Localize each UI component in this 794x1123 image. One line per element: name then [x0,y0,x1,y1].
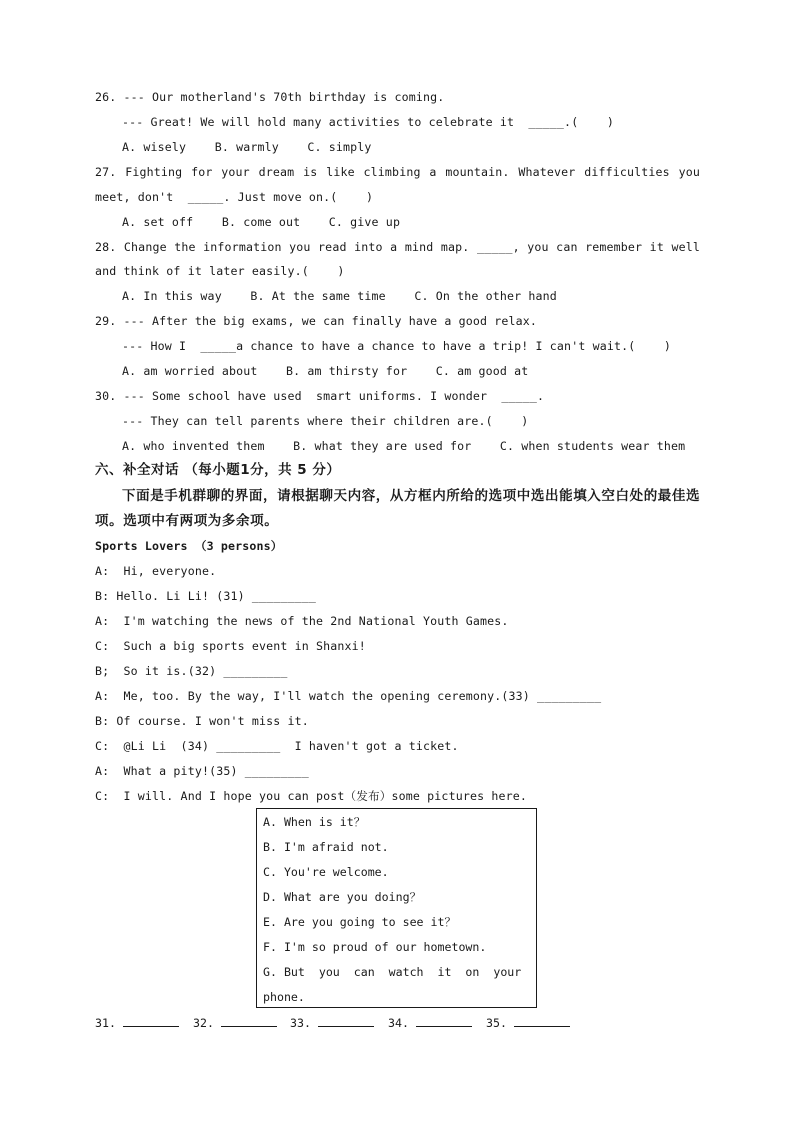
question-27-options: A. set off B. come out C. give up [122,215,401,229]
answer-label-34: 34. [388,1016,409,1030]
question-26-stem: 26. --- Our motherland's 70th birthday is coming. [95,90,445,104]
option-c: C. You're welcome. [263,865,389,879]
dialogue-line-1: A: Hi, everyone. [95,564,217,578]
question-28-stem-cont: and think of it later easily.( ) [95,264,345,278]
answer-slot-32[interactable] [193,1014,277,1032]
dialogue-line-8: C: @Li Li (34) _________ I haven't got a ticket. [95,739,459,753]
option-f: F. I'm so proud of our hometown. [263,940,487,954]
question-26-reply: --- Great! We will hold many activities to celebrate it _____.( ) [122,115,614,129]
dialogue-line-6: A: Me, too. By the way, I'll watch the opening ceremony.(33) _________ [95,689,602,703]
option-e: E. Are you going to see it？ [263,915,457,929]
section-title: 六、补全对话 [95,462,179,478]
option-g: G. But you can watch it on your [263,965,522,979]
section-instruction-line2: 项。选项中有两项为多余项。 [95,513,279,529]
answer-label-33: 33. [290,1016,311,1030]
question-26-options: A. wisely B. warmly C. simply [122,140,372,154]
dialogue-line-4: C: Such a big sports event in Shanxi! [95,639,366,653]
option-g-cont: phone. [263,990,305,1004]
answer-slot-31[interactable] [95,1014,179,1032]
options-box [256,808,537,1008]
dialogue-line-7: B: Of course. I won't miss it. [95,714,309,728]
answer-blank-34[interactable] [416,1014,472,1027]
option-a: A. When is it？ [263,815,366,829]
question-29-options: A. am worried about B. am thirsty for C. am good at [122,364,529,378]
question-28-options: A. In this way B. At the same time C. On the other hand [122,289,557,303]
dialogue-line-9: A: What a pity!(35) _________ [95,764,309,778]
question-27-stem-cont: meet, don't _____. Just move on.( ) [95,190,374,204]
question-29-reply: --- How I _____a chance to have a chance to have a trip! I can't wait.( ) [122,339,672,353]
dialogue-line-2: B: Hello. Li Li! (31) _________ [95,589,317,603]
section-heading [95,461,700,479]
option-b: B. I'm afraid not. [263,840,389,854]
answer-slot-35[interactable] [486,1014,570,1032]
answer-blank-33[interactable] [318,1014,374,1027]
answer-blank-31[interactable] [123,1014,179,1027]
answer-label-35: 35. [486,1016,507,1030]
dialogue-line-5: B; So it is.(32) _________ [95,664,288,678]
question-30-options: A. who invented them B. what they are used for C. when students wear them [122,439,686,453]
question-29-stem: 29. --- After the big exams, we can finally have a good relax. [95,314,538,328]
question-28-stem: 28. Change the information you read into a mind map. _____, you can remember it well [95,240,700,254]
section-score-note: （每小题1分，共 5 分） [184,462,341,478]
answer-label-32: 32. [193,1016,214,1030]
option-d: D. What are you doing？ [263,890,422,904]
section-instruction-line1: 下面是手机群聊的界面，请根据聊天内容，从方框内所给的选项中选出能填入空白处的最佳选 [122,488,701,504]
answer-label-31: 31. [95,1016,116,1030]
question-30-stem: 30. --- Some school have used smart uniforms. I wonder _____. [95,389,545,403]
chat-group-name: Sports Lovers （3 persons） [95,539,283,553]
dialogue-line-3: A: I'm watching the news of the 2nd National Youth Games. [95,614,509,628]
answer-blank-35[interactable] [514,1014,570,1027]
question-27-stem: 27. Fighting for your dream is like climbing a mountain. Whatever difficulties you [95,165,700,179]
dialogue-line-10: C: I will. And I hope you can post（发布）some pictures here. [95,789,527,803]
answer-blank-32[interactable] [221,1014,277,1027]
answer-slot-34[interactable] [388,1014,472,1032]
answer-slot-33[interactable] [290,1014,374,1032]
question-30-reply: --- They can tell parents where their children are.( ) [122,414,529,428]
